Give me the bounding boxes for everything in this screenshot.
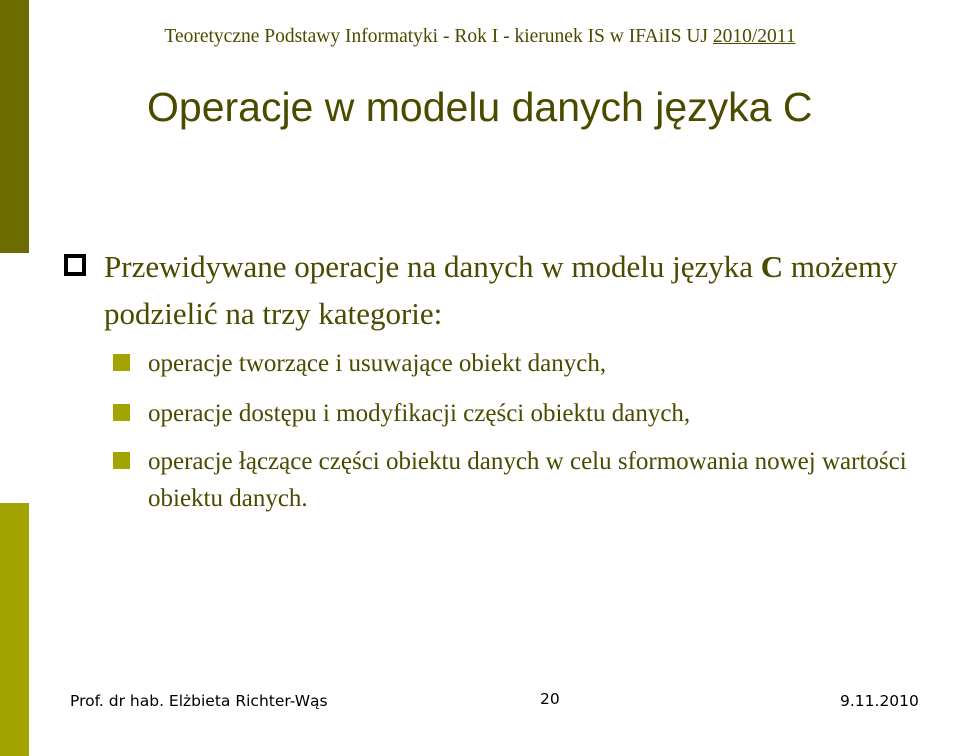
square-bullet-icon bbox=[113, 404, 130, 421]
main-text-lead: Przewidywane operacje na danych w modelu języka bbox=[104, 249, 761, 284]
list-item: operacje łączące części obiektu danych w celu sformowania nowej wartości obiektu danych. bbox=[148, 448, 907, 512]
list-item: operacje tworzące i usuwające obiekt danych, bbox=[148, 350, 607, 377]
square-bullet-icon bbox=[113, 354, 130, 371]
course-header bbox=[0, 26, 960, 48]
square-bullet-icon bbox=[113, 452, 130, 469]
sidebar-light-segment bbox=[0, 503, 29, 756]
main-text-language: C bbox=[760, 249, 784, 284]
footer-author: Prof. dr hab. Elżbieta Richter-Wąs bbox=[70, 692, 328, 710]
list-item: operacje dostępu i modyfikacji części obiektu danych, bbox=[148, 400, 691, 427]
page-number: 20 bbox=[540, 690, 560, 708]
sidebar-gap-segment bbox=[0, 253, 29, 503]
main-text-tail: możemy podzielić na trzy kategorie: bbox=[104, 249, 898, 331]
main-bullet-text bbox=[104, 243, 924, 337]
footer-date: 9.11.2010 bbox=[840, 692, 919, 710]
sidebar-decoration bbox=[0, 0, 29, 756]
hollow-square-bullet-icon bbox=[64, 254, 86, 276]
course-year: 2010/2011 bbox=[712, 26, 796, 47]
slide-title: Operacje w modelu danych języka C bbox=[147, 84, 813, 130]
course-name: Teoretyczne Podstawy Informatyki - Rok I - kierunek IS w IFAiIS UJ bbox=[164, 26, 713, 47]
